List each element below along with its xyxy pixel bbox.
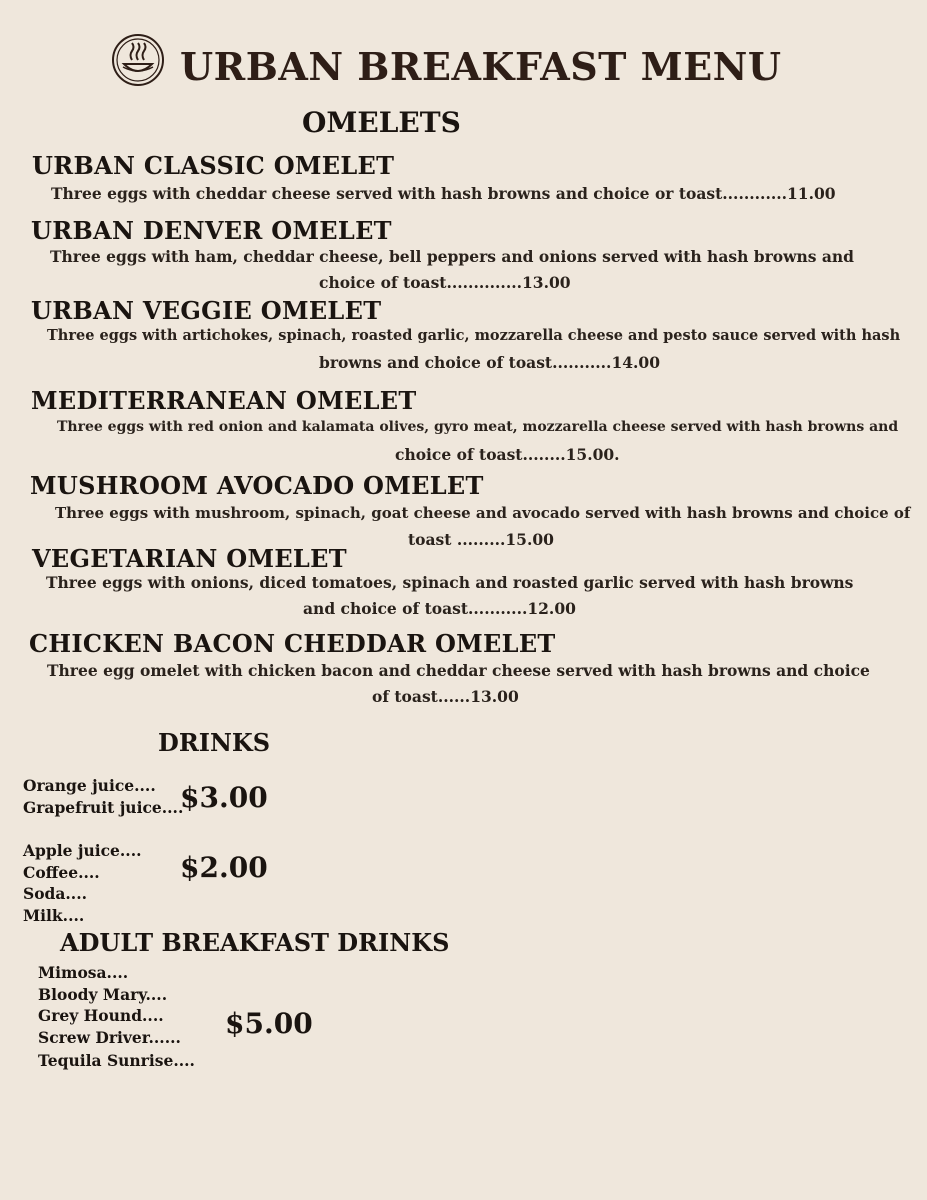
omelet-description: Three eggs with cheddar cheese served with hash browns and choice or toast............11.00: [51, 184, 836, 203]
drink-item: Apple juice....: [23, 841, 142, 860]
drinks-heading: DRINKS: [158, 728, 271, 757]
drink-item: Milk....: [23, 906, 85, 925]
drink-item: Bloody Mary....: [38, 985, 168, 1004]
omelet-description: Three eggs with onions, diced tomatoes, spinach and roasted garlic served with hash browns: [46, 573, 854, 592]
omelet-price-line: of toast......13.00: [372, 687, 519, 706]
drink-item: Coffee....: [23, 863, 100, 882]
drink-price: $2.00: [180, 851, 268, 884]
omelet-price-line: toast .........15.00: [408, 530, 554, 549]
drink-item: Soda....: [23, 884, 87, 903]
drink-item: Mimosa....: [38, 963, 129, 982]
omelet-price-line: browns and choice of toast...........14.00: [319, 353, 660, 372]
menu-title: URBAN BREAKFAST MENU: [180, 44, 782, 89]
omelet-price-line: choice of toast........15.00.: [395, 445, 620, 464]
omelet-price-line: choice of toast..............13.00: [319, 273, 571, 292]
drink-item: Screw Driver......: [38, 1028, 181, 1047]
omelet-description: Three eggs with artichokes, spinach, roasted garlic, mozzarella cheese and pesto sauce served with hash: [47, 327, 901, 344]
omelets-heading: OMELETS: [302, 106, 461, 139]
drink-price: $3.00: [180, 781, 268, 814]
drink-item: Grey Hound....: [38, 1006, 164, 1025]
omelet-description: Three eggs with ham, cheddar cheese, bell peppers and onions served with hash browns and: [50, 247, 854, 266]
omelet-name: VEGETARIAN OMELET: [32, 544, 347, 573]
drink-price: $5.00: [225, 1007, 313, 1040]
omelet-description: Three eggs with mushroom, spinach, goat cheese and avocado served with hash browns and choice of: [55, 504, 911, 522]
drink-item: Orange juice....: [23, 776, 156, 795]
omelet-name: URBAN DENVER OMELET: [31, 216, 392, 245]
adult-drinks-heading: ADULT BREAKFAST DRINKS: [60, 928, 450, 957]
steaming-cup-logo-icon: [111, 33, 165, 87]
omelet-name: URBAN VEGGIE OMELET: [31, 296, 382, 325]
drink-item: Tequila Sunrise....: [38, 1051, 195, 1070]
omelet-name: MUSHROOM AVOCADO OMELET: [30, 471, 484, 500]
omelet-name: CHICKEN BACON CHEDDAR OMELET: [29, 629, 556, 658]
omelet-price-line: and choice of toast...........12.00: [303, 599, 576, 618]
drink-item: Grapefruit juice....: [23, 798, 184, 817]
omelet-description: Three egg omelet with chicken bacon and cheddar cheese served with hash browns and choice: [47, 661, 870, 680]
omelet-name: URBAN CLASSIC OMELET: [32, 151, 395, 180]
omelet-description: Three eggs with red onion and kalamata olives, gyro meat, mozzarella cheese served with hash browns and: [57, 419, 899, 435]
omelet-name: MEDITERRANEAN OMELET: [31, 386, 417, 415]
